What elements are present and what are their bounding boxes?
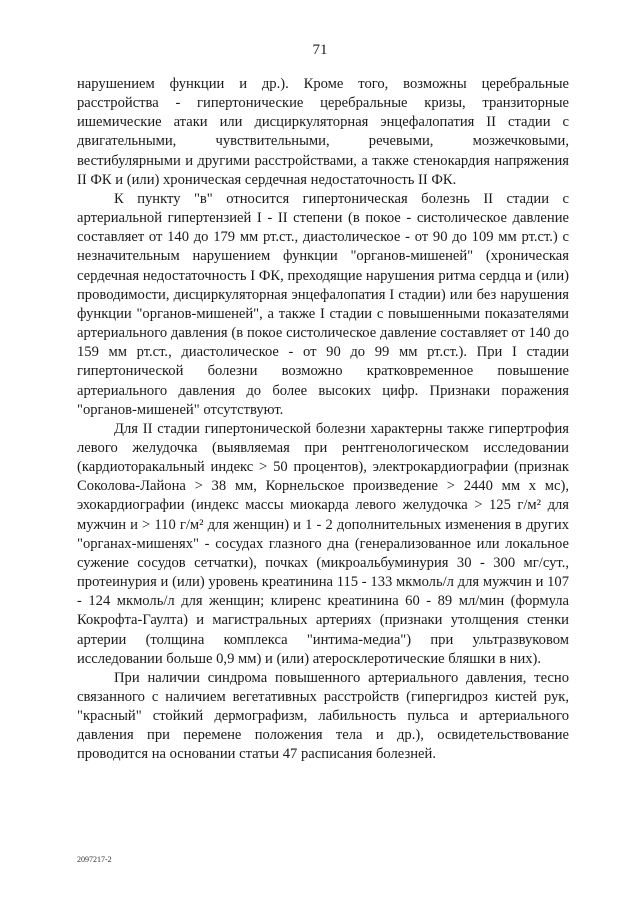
paragraph-item-v: К пункту "в" относится гипертоническая болезнь II стадии с артериальной гипертензией I - II степени (в покое - систолическое давление составляет от 140 до 179 мм рт.ст., диастолическое - от 90 до 109 мм рт.ст.) с незначительным нарушением функции "органов-мишеней" (хроническая сердечная недостаточность I ФК, преходящие нарушения ритма сердца и (или) проводимости, дисциркуляторная энцефалопатия I стадии) или без нарушения функции "органов-мишеней", а также I стадии с повышенными показателями артериального давления (в покое систолическое давление составляет от 140 до 159 мм рт.ст., диастолическое - от 90 до 99 мм рт.ст.). При I стадии гипертонической болезни возможно кратковременное повышение артериального давления до более высоких цифр. Признаки поражения "органов-мишеней" отсутствуют. <box>77 190 569 418</box>
document-body <box>77 75 569 765</box>
paragraph-stage-two: Для II стадии гипертонической болезни характерны также гипертрофия левого желудочка (выявляемая при рентгенологическом исследовании (кардиоторакальный индекс > 50 процентов), электрокардиографии (признак Соколова-Лайона > 38 мм, Корнельское произведение > 2440 мм х мс), эхокардиографии (индекс массы миокарда левого желудочка > 125 г/м² для мужчин и > 110 г/м² для женщин) и 1 - 2 дополнительных изменения в других "органах-мишенях" - сосудах глазного дна (генерализованное или локальное сужение сосудов сетчатки), почках (микроальбуминурия 30 - 300 мг/сут., протеинурия и (или) уровень креатинина 115 - 133 мкмоль/л для мужчин и 107 - 124 мкмоль/л для женщин; клиренс креатинина 60 - 89 мл/мин (формула Кокрофта-Гаулта) и магистральных артериях (признаки утолщения стенки артерии (толщина комплекса "интима-медиа") при ультразвуковом исследовании больше 0,9 мм) и (или) атеросклеротические бляшки в них). <box>77 420 569 667</box>
document-code: 2097217-2 <box>77 855 112 864</box>
page-number: 71 <box>312 42 328 58</box>
paragraph-syndrome: При наличии синдрома повышенного артериального давления, тесно связанного с наличием вегетативных расстройств (гипергидроз кистей рук, "красный" стойкий дермографизм, лабильность пульса и артериального давления при перемене положения тела и др.), освидетельствование проводится на основании статьи 47 расписания болезней. <box>77 669 569 763</box>
paragraph-continuation: нарушением функции и др.). Кроме того, возможны церебральные расстройства - гипертонические церебральные кризы, транзиторные ишемические атаки или дисциркуляторная энцефалопатия II стадии с двигательными, чувствительными, речевыми, мозжечковыми, вестибулярными и другими расстройствами, а также стенокардия напряжения II ФК и (или) хроническая сердечная недостаточность II ФК. <box>77 76 569 188</box>
